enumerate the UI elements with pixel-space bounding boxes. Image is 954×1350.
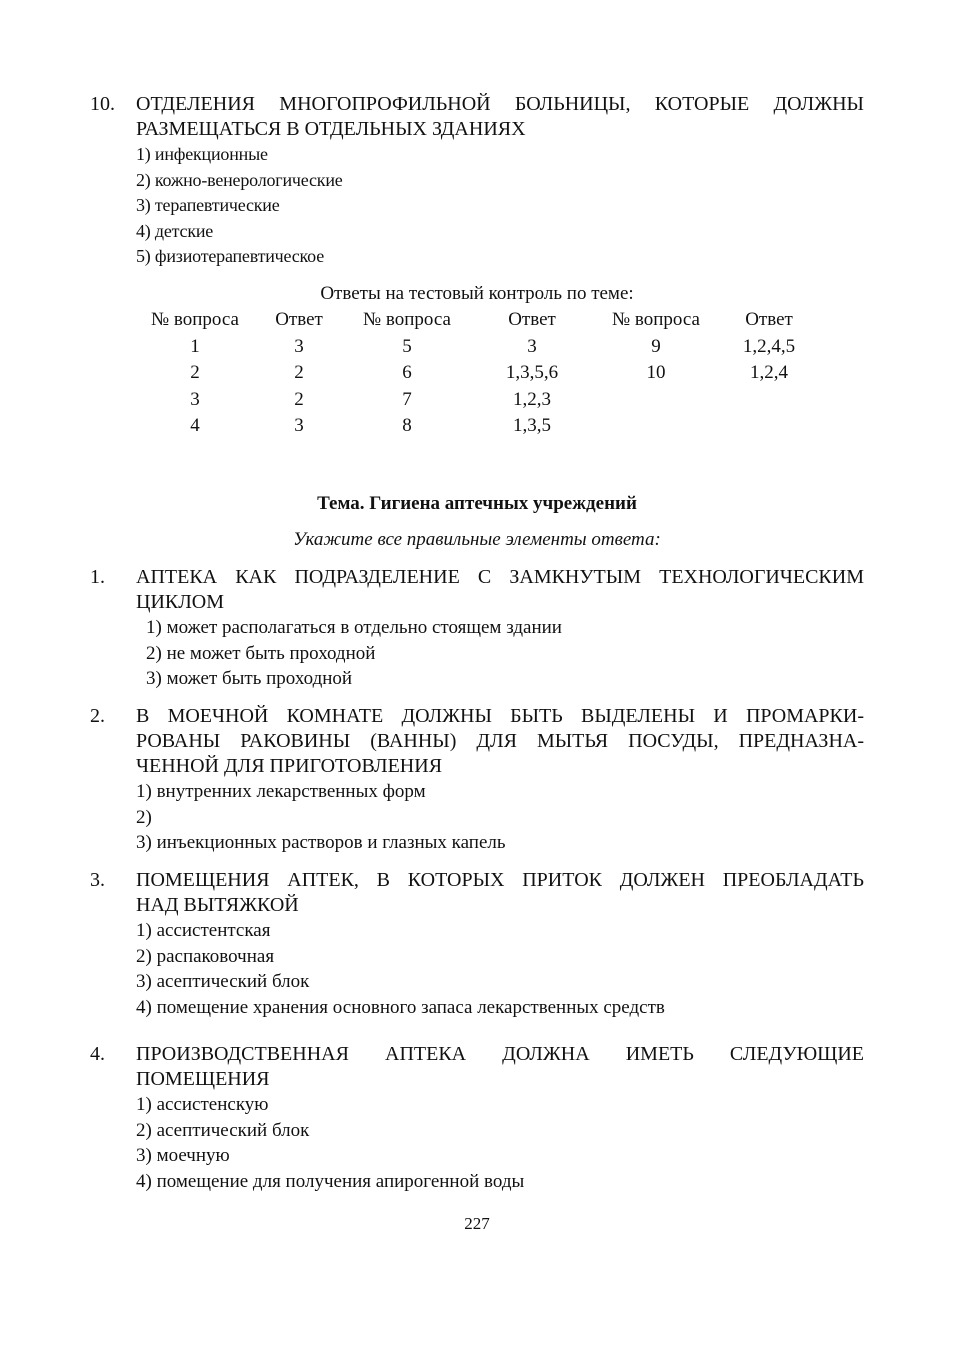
- question-number: 1.: [90, 566, 105, 588]
- table-row: [140, 360, 824, 387]
- question-text-line: РАЗМЕЩАТЬСЯ В ОТДЕЛЬНЫХ ЗДАНИЯХ: [136, 118, 526, 140]
- table-cell: 1: [190, 335, 200, 357]
- table-row: [140, 334, 824, 361]
- option: 1) инфекционные: [136, 144, 268, 164]
- question-text-line: В МОЕЧНОЙ КОМНАТЕ ДОЛЖНЫ БЫТЬ ВЫДЕЛЕНЫ И ПРОМАРКИ-: [136, 705, 864, 727]
- answers-table: [140, 307, 824, 440]
- option: 2) кожно-венерологические: [136, 169, 343, 190]
- table-cell: 3: [294, 335, 304, 357]
- question-3: [90, 868, 864, 1020]
- question-number: 10.: [90, 93, 115, 115]
- option: 1) ассистенскую: [136, 1094, 269, 1115]
- question-number: 4.: [90, 1043, 105, 1065]
- question-text-line: ПРОИЗВОДСТВЕННАЯ АПТЕКА ДОЛЖНА ИМЕТЬ СЛЕДУЮЩИЕ: [136, 1043, 864, 1065]
- option-list: [136, 142, 864, 270]
- table-header-row: [140, 307, 824, 334]
- question-text-line: ОТДЕЛЕНИЯ МНОГОПРОФИЛЬНОЙ БОЛЬНИЦЫ, КОТОРЫЕ ДОЛЖНЫ: [136, 93, 864, 115]
- table-cell: 2: [190, 362, 200, 383]
- option: 4) детские: [136, 220, 214, 241]
- question-text-line: ПОМЕЩЕНИЯ АПТЕК, В КОТОРЫХ ПРИТОК ДОЛЖЕН ПРЕОБЛАДАТЬ: [136, 869, 864, 891]
- table-cell: 7: [402, 388, 412, 410]
- table-cell: [598, 413, 714, 440]
- option: 5) физиотерапевтическое: [136, 246, 324, 266]
- question-2: [90, 704, 864, 856]
- column-header: № вопроса: [612, 309, 700, 330]
- option-list: [136, 918, 864, 1020]
- section-heading: Тема. Гигиена аптечных учреждений: [317, 493, 637, 514]
- question-text-line: НАД ВЫТЯЖКОЙ: [136, 894, 299, 916]
- table-cell: 1,2,3: [513, 388, 551, 410]
- table-cell: 8: [402, 415, 412, 436]
- table-cell: 10: [646, 362, 666, 383]
- question-text-line: ЦИКЛОМ: [136, 591, 225, 613]
- question-text-line: ЧЕННОЙ ДЛЯ ПРИГОТОВЛЕНИЯ: [136, 755, 443, 777]
- question-text-line: ПОМЕЩЕНИЯ: [136, 1068, 270, 1090]
- table-row: [140, 413, 824, 440]
- option: 3) моечную: [136, 1145, 230, 1166]
- column-header: Ответ: [745, 309, 793, 330]
- question-1: [90, 565, 864, 692]
- question-text-line: РОВАНЫ РАКОВИНЫ (ВАННЫ) ДЛЯ МЫТЬЯ ПОСУДЫ, ПРЕДНАЗНА-: [136, 730, 864, 752]
- option: 1) может располагаться в отдельно стоящем здании: [146, 617, 562, 638]
- option: 1) внутренних лекарственных форм: [136, 781, 426, 802]
- question-number: 2.: [90, 705, 105, 727]
- table-cell: 6: [402, 362, 412, 383]
- table-cell: 9: [651, 335, 661, 357]
- table-cell: [598, 387, 714, 414]
- option-list: [136, 779, 864, 856]
- option: 4) помещение для получения апирогенной воды: [136, 1170, 525, 1192]
- table-cell: 3: [190, 388, 200, 410]
- table-cell: 2: [294, 362, 304, 383]
- table-cell: 1,3,5: [513, 415, 551, 436]
- table-cell: 2: [294, 388, 304, 410]
- answers-title: Ответы на тестовый контроль по теме:: [320, 283, 634, 304]
- table-cell: 3: [294, 415, 304, 436]
- table-cell: [714, 413, 824, 440]
- column-header: Ответ: [508, 309, 556, 330]
- table-cell: 3: [527, 335, 537, 357]
- question-4: [90, 1042, 864, 1194]
- page-number: 227: [464, 1214, 490, 1233]
- question-10: [90, 92, 864, 270]
- option: 3) может быть проходной: [146, 668, 353, 689]
- option-list: [136, 1092, 864, 1194]
- table-row: [140, 387, 824, 414]
- option: 2): [136, 806, 152, 828]
- column-header: № вопроса: [363, 309, 451, 330]
- column-header: № вопроса: [151, 309, 239, 330]
- section-instruction: Укажите все правильные элементы ответа:: [293, 529, 661, 550]
- table-cell: [714, 387, 824, 414]
- option: 3) асептический блок: [136, 971, 310, 992]
- table-cell: 1,2,4,5: [742, 335, 796, 357]
- table-cell: 5: [402, 335, 412, 357]
- option: 3) инъекционных растворов и глазных капель: [136, 832, 506, 853]
- option: 2) распаковочная: [136, 945, 275, 967]
- table-cell: 4: [190, 415, 200, 436]
- option: 3) терапевтические: [136, 195, 280, 215]
- option: 2) асептический блок: [136, 1119, 310, 1141]
- table-cell: 1,3,5,6: [505, 362, 559, 383]
- question-text-line: АПТЕКА КАК ПОДРАЗДЕЛЕНИЕ С ЗАМКНУТЫМ ТЕХНОЛОГИЧЕСКИМ: [136, 566, 864, 588]
- option-list: [136, 615, 864, 692]
- option: 2) не может быть проходной: [146, 642, 376, 664]
- question-number: 3.: [90, 869, 105, 891]
- column-header: Ответ: [275, 309, 323, 330]
- table-cell: 1,2,4: [750, 362, 788, 383]
- option: 1) ассистентская: [136, 920, 271, 941]
- option: 4) помещение хранения основного запаса лекарственных средств: [136, 996, 665, 1018]
